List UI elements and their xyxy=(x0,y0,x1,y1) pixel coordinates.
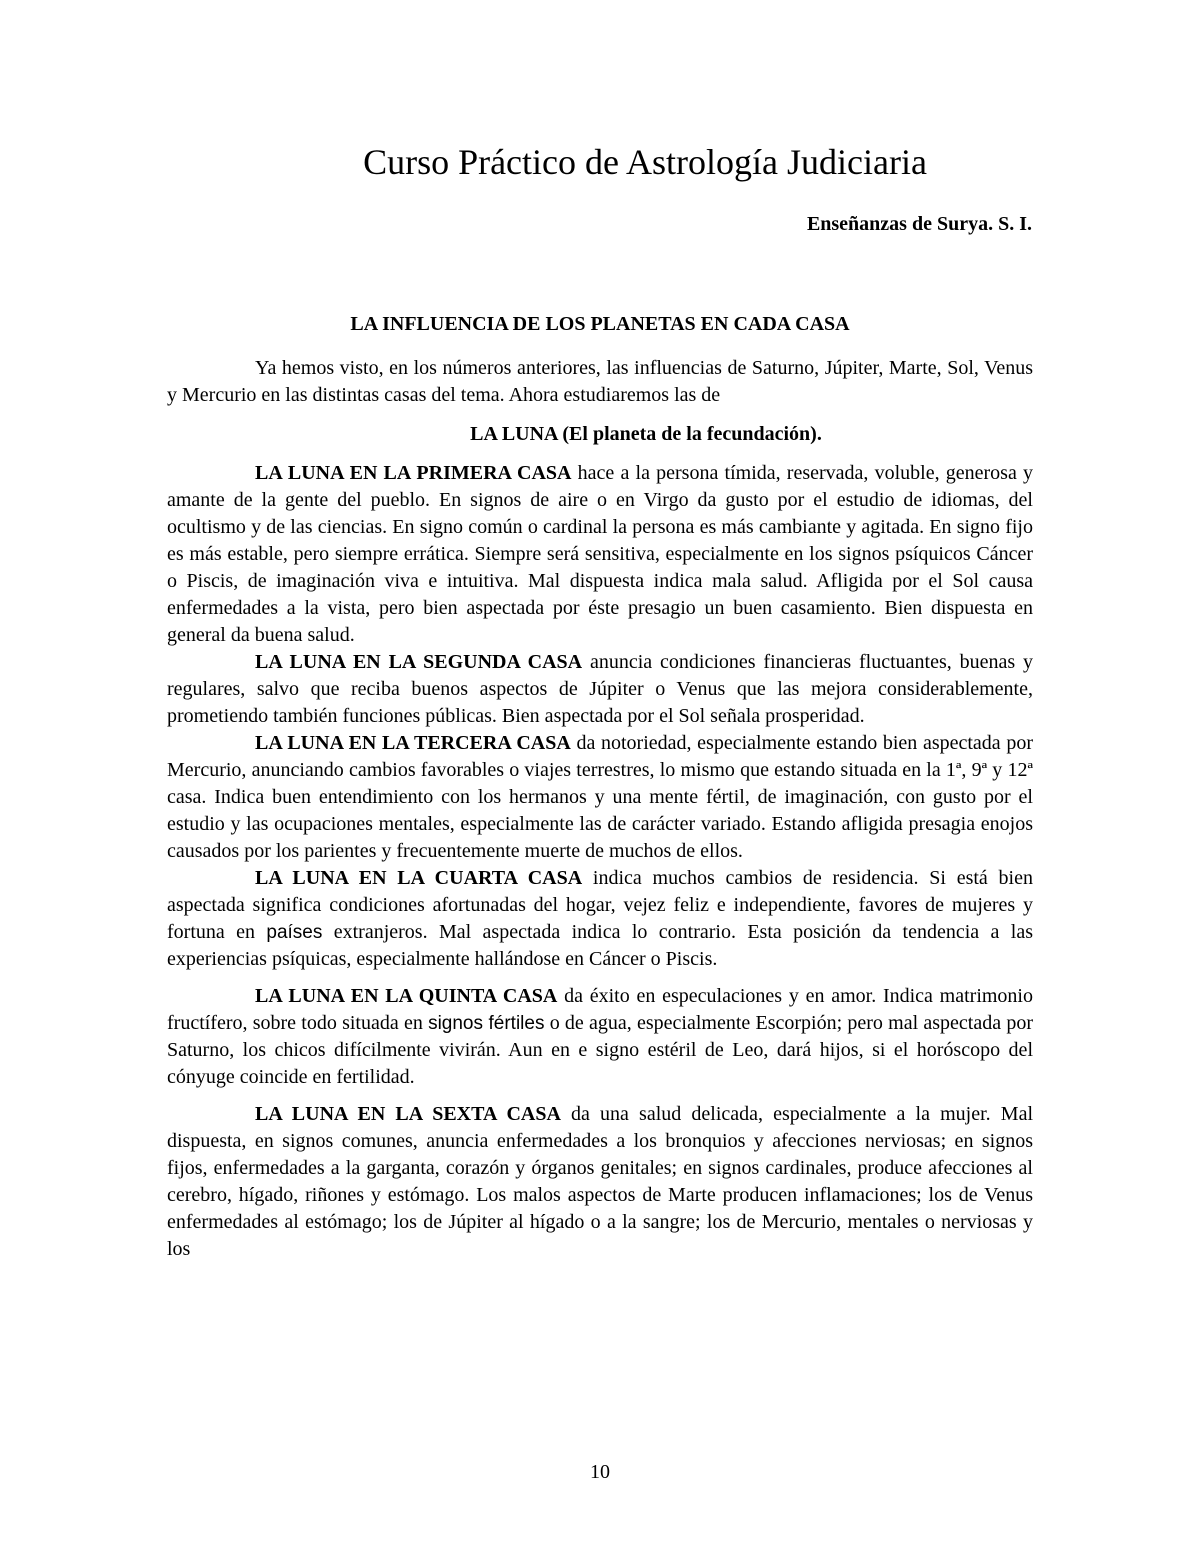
paragraph-text: da notoriedad, especialmente estando bien aspectada por Mercurio, anunciando cambios favorables o viajes terrestres, lo mismo que estando situada en la 1ª, 9ª y 12ª casa. Indica buen entendimiento con los hermanos y una mente fértil, de imaginación, con gusto por el estudio y las ocupaciones mentales, especialmente las de carácter variado. Estando afligida presagia enojos causados por los parientes y frecuentemente muerte de muchos de ellos. xyxy=(167,732,1033,862)
paragraph-lead: LA LUNA EN LA PRIMERA CASA xyxy=(255,462,572,484)
sub-heading: LA LUNA (El planeta de la fecundación). xyxy=(470,423,822,445)
document-subtitle: Enseñanzas de Surya. S. I. xyxy=(806,213,1032,235)
paragraph-text: o de agua, especialmente Escorpión; pero mal aspectada por Saturno, los chicos difícilmente vivirán. Aun en e signo estéril de Leo, dará hijos, si el horóscopo del cónyuge coincide en fertilidad. xyxy=(167,1012,1033,1088)
paragraph-sans-word: signos fértiles xyxy=(428,1013,545,1034)
paragraph-text: hace a la persona tímida, reservada, voluble, generosa y amante de la gente del pueblo. En signos de aire o en Virgo da gusto por el estudio de idiomas, del ocultismo y de las ciencias. En signo común o cardinal la persona es más cambiante y agitada. En signo fijo es más estable, pero siempre errática. Siempre será sensitiva, especialmente en los signos psíquicos Cáncer o Piscis, de imaginación viva e intuitiva. Mal dispuesta indica mala salud. Afligida por el Sol causa enfermedades a la vista, pero bien aspectada por éste presagio un buen casamiento. Bien dispuesta en general da buena salud. xyxy=(167,462,1034,646)
body-text xyxy=(167,355,1033,1263)
section-heading: LA INFLUENCIA DE LOS PLANETAS EN CADA CASA xyxy=(350,313,850,335)
paragraph-text: extranjeros. Mal aspectada indica lo contrario. Esta posición da tendencia a las experiencias psíquicas, especialmente hallándose en Cáncer o Piscis. xyxy=(167,921,1033,970)
paragraph-text: da éxito en especulaciones y en amor. Indica matrimonio fructífero, sobre todo situada en xyxy=(167,985,1033,1034)
paragraph-lead: LA LUNA EN LA SEXTA CASA xyxy=(255,1103,561,1125)
paragraph-sexta-casa xyxy=(167,1101,1033,1263)
paragraph-text: anuncia condiciones financieras fluctuantes, buenas y regulares, salvo que reciba buenos aspectos de Júpiter o Venus que las mejora considerablemente, prometiendo también funciones públicas. Bien aspectada por el Sol señala prosperidad. xyxy=(167,651,1033,727)
paragraph-quinta-casa xyxy=(167,983,1033,1091)
page-number: 10 xyxy=(590,1461,610,1483)
paragraph-sans-word: países xyxy=(266,922,323,943)
paragraph-text: da una salud delicada, especialmente a la mujer. Mal dispuesta, en signos comunes, anuncia enfermedades a los bronquios y afecciones nerviosas; en signos fijos, enfermedades a la garganta, corazón y órganos genitales; en signos cardinales, produce afecciones al cerebro, hígado, riñones y estómago. Los malos aspectos de Marte producen inflamaciones; los de Venus enfermedades al estómago; los de Júpiter al hígado o a la sangre; los de Mercurio, mentales o nerviosas y los xyxy=(167,1103,1033,1260)
paragraph-cuarta-casa xyxy=(167,865,1033,973)
paragraph-segunda-casa xyxy=(167,649,1033,730)
paragraph-lead: LA LUNA EN LA SEGUNDA CASA xyxy=(255,651,583,673)
intro-paragraph: Ya hemos visto, en los números anteriores, las influencias de Saturno, Júpiter, Marte, Sol, Venus y Mercurio en las distintas casas del tema. Ahora estudiaremos las de xyxy=(167,357,1033,406)
paragraph-lead: LA LUNA EN LA QUINTA CASA xyxy=(255,985,558,1007)
paragraph-lead: LA LUNA EN LA TERCERA CASA xyxy=(255,732,571,754)
paragraph-lead: LA LUNA EN LA CUARTA CASA xyxy=(255,867,583,889)
paragraph-primera-casa xyxy=(167,460,1033,649)
document-title: Curso Práctico de Astrología Judiciaria xyxy=(363,142,927,182)
paragraph-tercera-casa xyxy=(167,730,1033,865)
paragraph-text: indica muchos cambios de residencia. Si está bien aspectada significa condiciones afortunadas del hogar, vejez feliz e independiente, favores de mujeres y fortuna en xyxy=(167,867,1033,943)
